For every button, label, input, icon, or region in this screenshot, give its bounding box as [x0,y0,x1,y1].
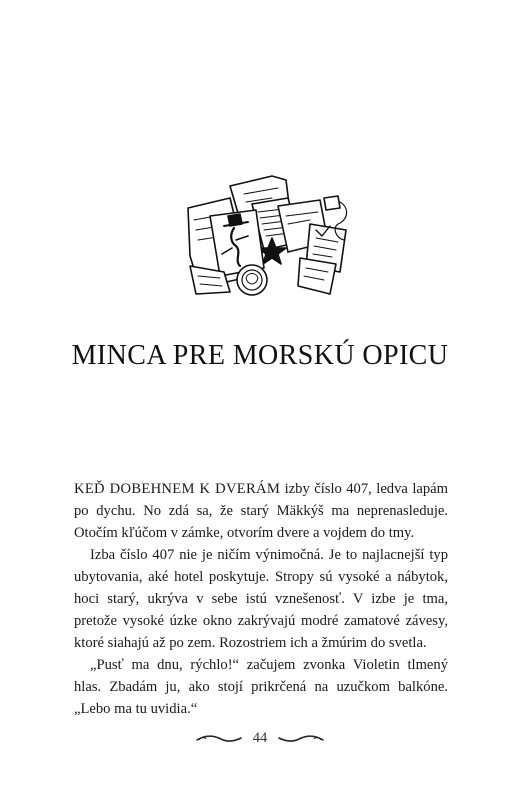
body-text [74,478,448,720]
paragraph [74,478,448,544]
right-ornament-icon [277,731,325,745]
chapter-title: MINCA PRE MORSKÚ OPICU [71,340,449,371]
paragraph: „Pusť ma dnu, rýchlo!“ začujem zvonka Violetin tlmený hlas. Zbadám ju, ako stojí prikrčená na uzučkom balkóne. „Lebo ma tu uvidia.“ [74,657,448,717]
paragraph-lead: KEĎ DOBEHNEM K DVERÁM [74,481,281,497]
page-footer [0,726,520,750]
chapter-illustration-icon [160,168,360,308]
paragraph-text: izby číslo 407, ledva lapám po dychu. No zdá sa, že starý Mäkkýš ma neprenasleduje. Otočím kľúčom v zámke, otvorím dvere a vojdem do tmy. [74,481,448,541]
left-ornament-icon [195,731,243,745]
paragraph: Izba číslo 407 nie je ničím výnimočná. Je to najlacnejší typ ubytovania, aké hotel poskytuje. Stropy sú vysoké a nábytok, hoci starý, ukrýva v sebe istú vznešenosť. V izbe je tma, pretože vysoké úzke okno zakrývajú modré zamatové závesy, ktoré siahajú až po zem. Rozostriem ich a žmúrim do svetla. [74,547,448,651]
page-number: 44 [252,729,268,746]
